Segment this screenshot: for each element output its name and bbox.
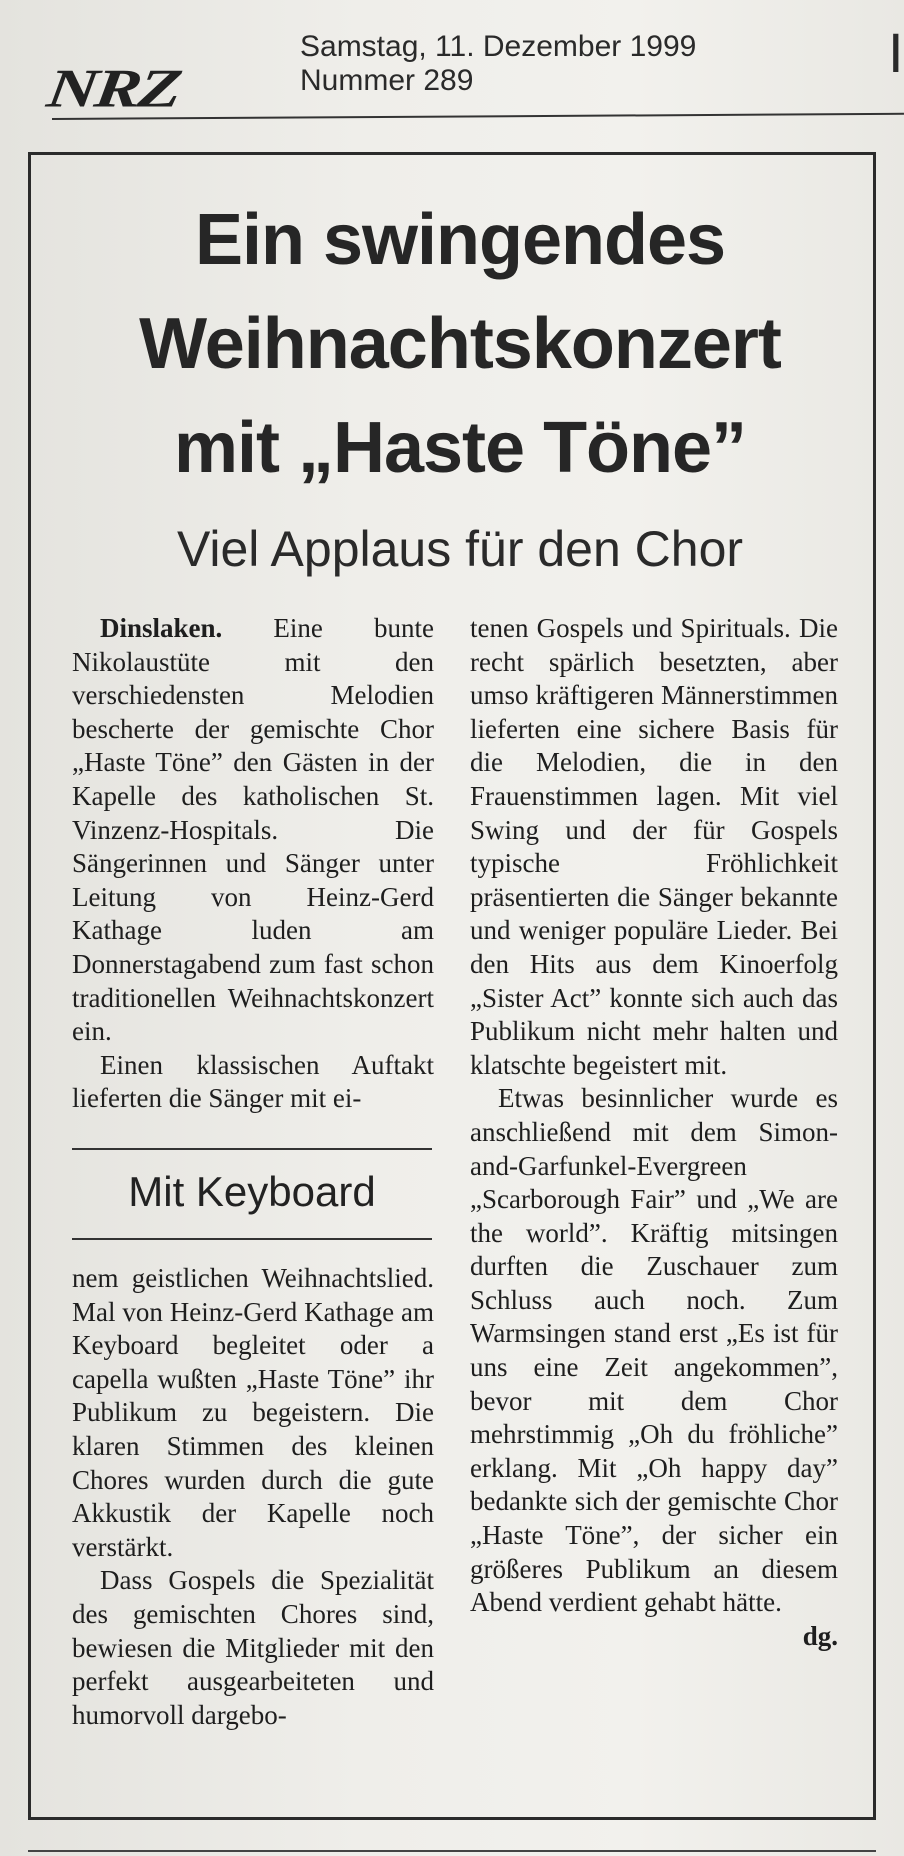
column-1-bottom [72,1262,434,1732]
paragraph-keyboard: nem geistlichen Weihnachtslied. Mal von Heinz-Gerd Kathage am Keyboard begleitet oder a capella wußten „Haste Töne” ihr Publikum zu begeistern. Die klaren Stimmen des kleinen Chores wurden durch die gute Akkustik der Kapelle noch verstärkt. [72,1263,434,1562]
intertitle-rule-bottom [72,1238,432,1240]
cut-off-letter: I [888,21,904,84]
issue-date: Samstag, 11. Dezember 1999 [300,30,697,63]
dateline: Dinslaken. [100,613,223,643]
intertitle: Mit Keyboard [128,1168,376,1215]
article-headline [50,188,870,500]
newspaper-logo: NRZ [43,58,183,119]
headline-line-3: mit „Haste Töne” [173,408,747,488]
issue-number: Nummer 289 [300,64,474,97]
paragraph-finale: Etwas besinnlicher wurde es anschließend mit dem Simon-and-Garfunkel-Evergreen „Scarborough Fair” und „We are the world”. Kräftig mitsingen durften die Zuschauer zum Schluss auch noch. Zum Warmsingen stand erst „Es ist für uns eine Zeit angekommen”, bevor mit dem Chor mehrstimmig „Oh du fröhliche” erklang. Mit „Oh happy day” bedankte sich der gemischte Chor „Haste Töne”, der sicher ein größeres Publikum an diesem Abend verdient gehabt hätte. [470,1083,838,1618]
author-signature: dg. [802,1620,838,1651]
bottom-rule [28,1850,876,1852]
article-subheadline: Viel Applaus für den Chor [176,521,744,577]
paragraph-auftakt: Einen klassischen Auftakt lieferten die Sänger mit ei- [72,1049,434,1114]
headline-line-2: Weihnachtskonzert [139,304,781,384]
paragraph-intro: Eine bunte Nikolaustüte mit den verschiedensten Melodien bescherte der gemischte Chor „Haste Töne” den Gästen in der Kapelle des katholischen St. Vinzenz-Hospitals. Die Sängerinnen und Sänger unter Leitung von Heinz-Gerd Kathage luden am Donnerstagabend zum fast schon traditionellen Weihnachtskonzert ein. [72,613,435,1047]
paragraph-spirituals: tenen Gospels und Spirituals. Die recht spärlich besetzten, aber umso kräftigeren Männerstimmen lieferten eine sichere Basis für die Melodien, die in den Frauenstimmen lagen. Mit viel Swing und der für Gospels typische Fröhlichkeit präsentierten die Sänger bekannte und weniger populäre Lieder. Bei den Hits aus dem Kinoerfolg „Sister Act” konnte sich auch das Publikum nicht mehr halten und klatschte begeistert mit. [470,613,838,1080]
column-2 [470,612,838,1653]
issue-info [300,30,696,98]
headline-line-1: Ein swingendes [194,200,726,280]
intertitle-rule-top [72,1148,432,1150]
paragraph-gospels: Dass Gospels die Spezialität des gemischten Chores sind, bewiesen die Mitglieder mit den perfekt ausgearbeiteten und humorvoll dargebo- [72,1565,434,1730]
column-1-top [72,612,434,1116]
